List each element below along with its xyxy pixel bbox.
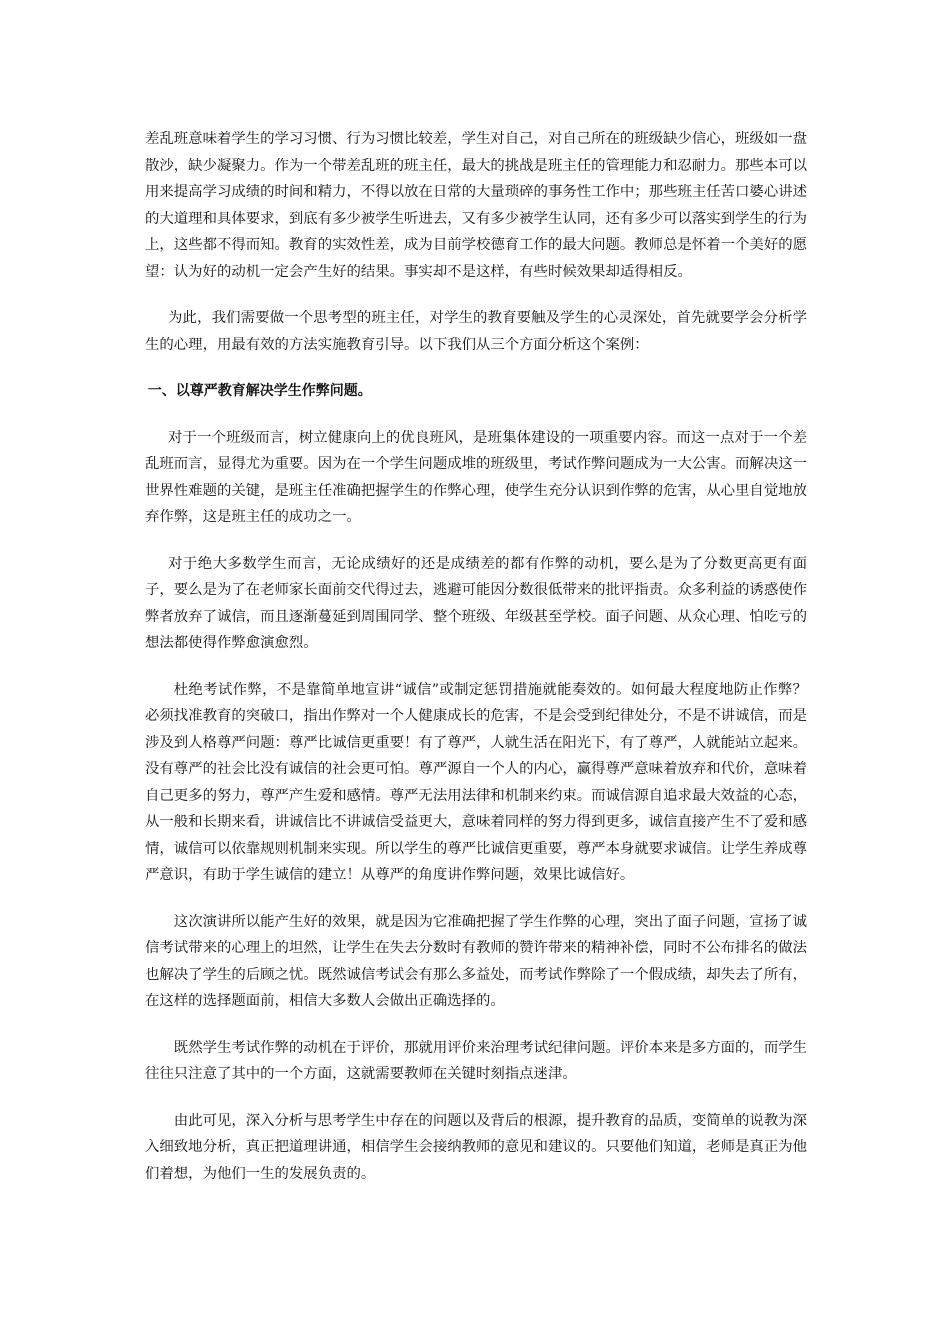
paragraph-intro: 差乱班意味着学生的学习习惯、行为习惯比较差，学生对自己，对自己所在的班级缺少信心，班级如一盘散沙，缺少凝聚力。作为一个带差乱班的班主任，最大的挑战是班主任的管理能力和忍耐力。那些本可以用来提高学习成绩的时间和精力，不得以放在日常的大量琐碎的事务性工作中；那些班主任苦口婆心讲述的大道理和具体要求，到底有多少被学生听进去，又有多少被学生认同，还有多少可以落实到学生的行为上，这些都不得而知。教育的实效性差，成为目前学校德育工作的最大问题。教师总是怀着一个美好的愿望：认为好的动机一定会产生好的结果。事实却不是这样，有些时候效果却适得相反。 — [145, 131, 807, 280]
section-heading: 一、以尊严教育解决学生作弊问题。 — [147, 383, 372, 399]
paragraph-dignity: 杜绝考试作弊，不是靠简单地宣讲“诚信”或制定惩罚措施就能奏效的。如何最大程度地防止作弊？必须找准教育的突破口，指出作弊对一个人健康成长的危害，不是会受到纪律处分，不是不讲诚信，而是涉及到人格尊严问题：尊严比诚信更重要！有了尊严，人就生活在阳光下，有了尊严，人就能站立起来。没有尊严的社会比没有诚信的社会更可怕。尊严源自一个人的内心，赢得尊严意味着放弃和代价，意味着自己更多的努力，尊严产生爱和感情。尊严无法用法律和机制来约束。而诚信源自追求最大效益的心态，从一般和长期来看，讲诚信比不讲诚信受益更大，意味着同样的努力得到更多，诚信直接产生不了爱和感情，诚信可以依靠规则机制来实现。所以学生的尊严比诚信更重要，尊严本身就要求诚信。让学生养成尊严意识，有助于学生诚信的建立！从尊严的角度讲作弊问题，效果比诚信好。 — [145, 681, 807, 883]
paragraph-class-spirit: 对于一个班级而言，树立健康向上的优良班风，是班集体建设的一项重要内容。而这一点对于一个差乱班而言，显得尤为重要。因为在一个学生问题成堆的班级里，考试作弊问题成为一大公害。而解决这一世界性难题的关键，是班主任准确把握学生的作弊心理，使学生充分认识到作弊的危害，从心里自觉地放弃作弊，这是班主任的成功之一。 — [145, 429, 807, 525]
paragraph-cheating-motive: 对于绝大多数学生而言，无论成绩好的还是成绩差的都有作弊的动机，要么是为了分数更高更有面子，要么是为了在老师家长面前交代得过去，逃避可能因分数很低带来的批评指责。众多利益的诱惑使作弊者放弃了诚信，而且逐渐蔓延到周围同学、整个班级、年级甚至学校。面子问题、从众心理、怕吃亏的想法都使得作弊愈演愈烈。 — [145, 555, 807, 651]
paragraph-thinking-teacher: 为此，我们需要做一个思考型的班主任，对学生的教育要触及学生的心灵深处，首先就要学会分析学生的心理，用最有效的方法实施教育引导。以下我们从三个方面分析这个案例： — [145, 310, 807, 353]
paragraph-gap — [145, 1015, 807, 1035]
paragraph-gap — [145, 358, 807, 378]
paragraph-evaluation: 既然学生考试作弊的动机在于评价，那就用评价来治理考试纪律问题。评价本来是多方面的，而学生往往只注意了其中的一个方面，这就需要教师在关键时刻指点迷津。 — [145, 1039, 807, 1082]
paragraph-gap — [145, 889, 807, 909]
paragraph-gap — [145, 1088, 807, 1108]
paragraph-gap — [145, 285, 807, 305]
paragraph-gap — [145, 405, 807, 425]
document-body — [145, 126, 807, 1187]
paragraph-gap — [145, 531, 807, 551]
paragraph-speech-effect: 这次演讲所以能产生好的效果，就是因为它准确把握了学生作弊的心理，突出了面子问题，宣扬了诚信考试带来的心理上的坦然，让学生在失去分数时有教师的赞许带来的精神补偿，同时不公布排名的做法也解决了学生的后顾之忧。既然诚信考试会有那么多益处，而考试作弊除了一个假成绩，却失去了所有，在这样的选择题面前，相信大多数人会做出正确选择的。 — [145, 913, 807, 1009]
paragraph-gap — [145, 657, 807, 677]
paragraph-conclusion: 由此可见，深入分析与思考学生中存在的问题以及背后的根源，提升教育的品质，变简单的说教为深入细致地分析，真正把道理讲通，相信学生会接纳教师的意见和建议的。只要他们知道，老师是真正为他们着想，为他们一生的发展负责的。 — [145, 1112, 807, 1182]
